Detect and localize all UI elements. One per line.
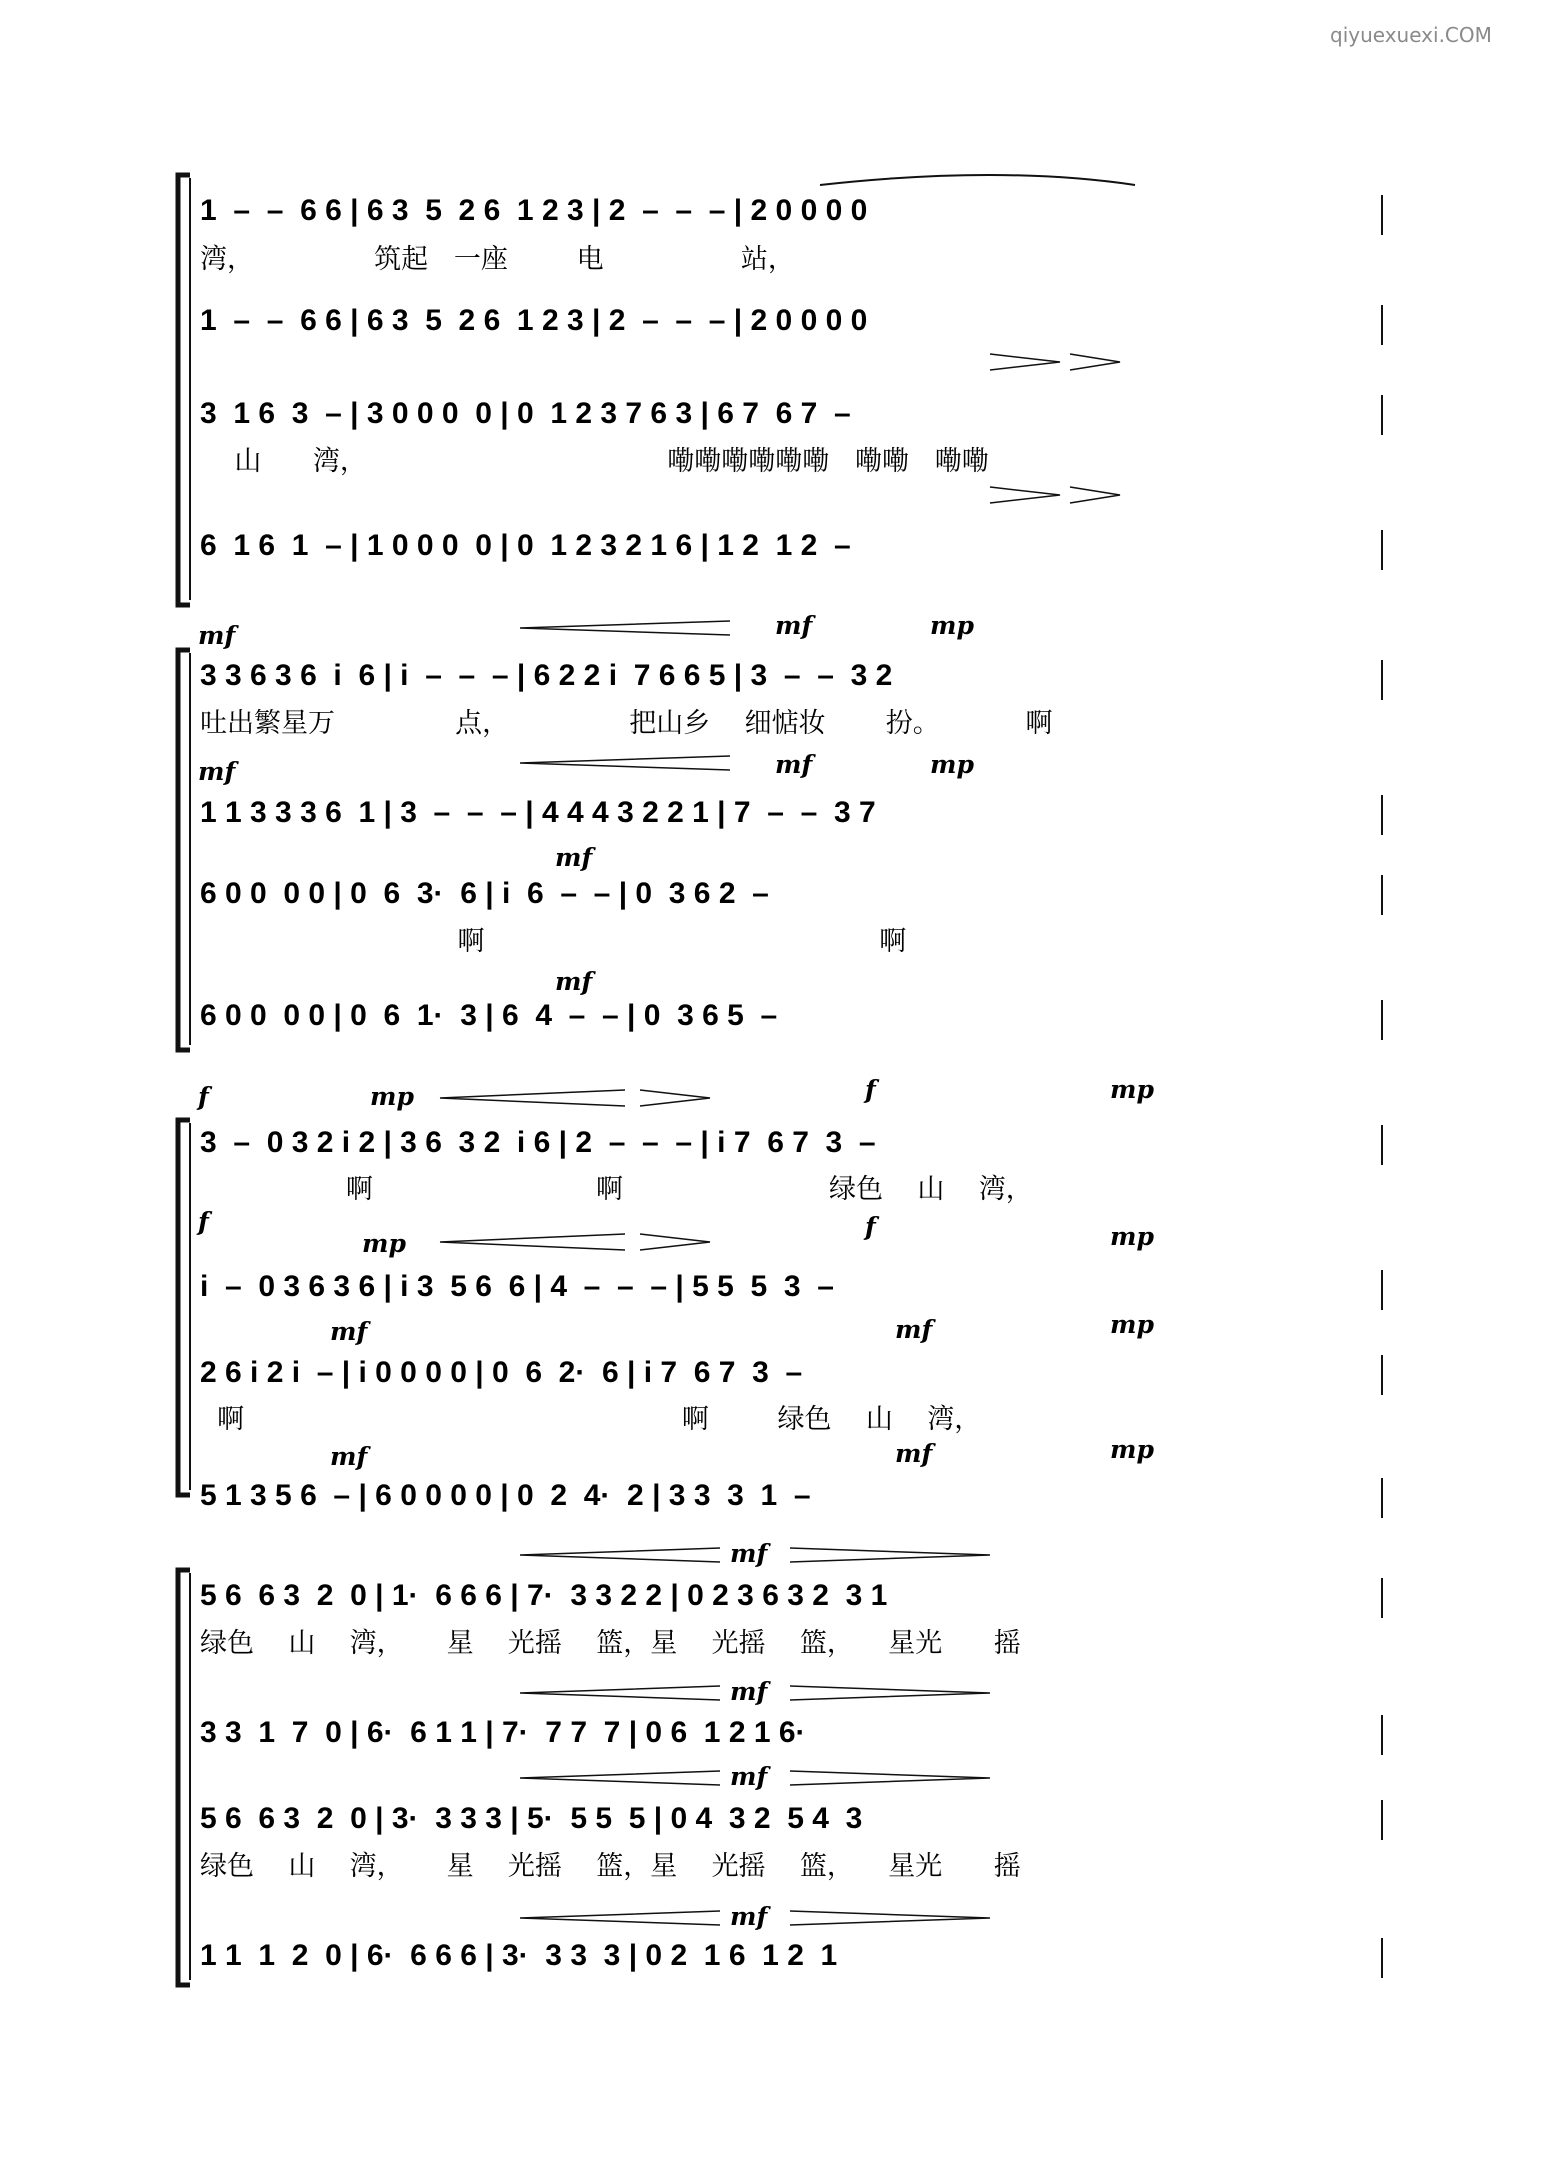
dynamic-mark: mf <box>730 1762 768 1791</box>
dynamic-mark: mp <box>930 750 974 779</box>
staff-notes: 5 6 6 3 2 0 | 1· 6 6 6 | 7· 3 3 2 2 | 0 2 3 6 3 2 3 1 <box>200 1579 888 1612</box>
staff-notes: 1 – – 6 6 | 6 3 5 2 6 1 2 3 | 2 – – – | 2 0 0 0 0 <box>200 304 868 337</box>
lyric-line: 湾， 筑起 一座 电 站， <box>200 244 795 275</box>
dynamic-mark: mp <box>362 1229 406 1258</box>
decrescendo-hairpin <box>1070 354 1120 370</box>
dynamic-mark: mp <box>1110 1075 1154 1104</box>
staff-notes: 6 0 0 0 0 | 0 6 3· 6 | i 6 – – | 0 3 6 2 – <box>200 877 769 910</box>
dynamic-mark: mf <box>730 1677 768 1706</box>
system-bracket <box>178 175 190 605</box>
staff-notes: 6 0 0 0 0 | 0 6 1· 3 | 6 4 – – | 0 3 6 5 – <box>200 999 778 1032</box>
staff-notes: 1 1 1 2 0 | 6· 6 6 6 | 3· 3 3 3 | 0 2 1 6 1 2 1 <box>200 1939 838 1972</box>
dynamic-mark: mf <box>555 843 593 872</box>
score-system <box>178 611 1382 1050</box>
dynamic-mark: f <box>198 1207 209 1236</box>
dynamic-mark: f <box>198 1082 209 1111</box>
dynamic-mark: mf <box>198 621 236 650</box>
dynamic-mark: f <box>865 1212 876 1241</box>
decrescendo-hairpin <box>790 1686 990 1700</box>
system-bracket <box>178 1570 190 1985</box>
staff-notes: 3 – 0 3 2 i 2 | 3 6 3 2 i 6 | 2 – – – | i 7 6 7 3 – <box>200 1126 876 1159</box>
dynamic-mark: mf <box>330 1317 368 1346</box>
dynamic-mark: mf <box>775 750 813 779</box>
staff-notes: 3 1 6 3 – | 3 0 0 0 0 | 0 1 2 3 7 6 3 | 6 7 6 7 – <box>200 397 851 430</box>
staff-notes: 1 – – 6 6 | 6 3 5 2 6 1 2 3 | 2 – – – | 2 0 0 0 0 <box>200 194 868 227</box>
dynamic-mark: mf <box>730 1539 768 1568</box>
decrescendo-hairpin <box>790 1548 990 1562</box>
slur-mark <box>820 175 1135 185</box>
dynamic-mark: mp <box>1110 1310 1154 1339</box>
lyric-line: 啊 啊 <box>200 926 907 957</box>
dynamic-mark: mp <box>1110 1222 1154 1251</box>
lyric-line: 啊 啊 绿色 山 湾， <box>200 1174 1033 1205</box>
score-system <box>178 1075 1382 1518</box>
crescendo-hairpin <box>440 1090 625 1106</box>
lyric-line: 山 湾， 嘞嘞嘞嘞嘞嘞 嘞嘞 嘞嘞 <box>200 446 989 477</box>
score-system <box>178 175 1382 605</box>
crescendo-hairpin <box>990 354 1060 370</box>
crescendo-hairpin <box>520 1548 720 1562</box>
lyric-line: 绿色 山 湾， 星 光摇 篮，星 光摇 篮， 星光 摇 <box>200 1628 1021 1659</box>
dynamic-mark: mf <box>330 1442 368 1471</box>
dynamic-mark: mf <box>555 967 593 996</box>
decrescendo-hairpin <box>640 1234 710 1250</box>
dynamic-mark: mf <box>730 1902 768 1931</box>
lyric-line: 绿色 山 湾， 星 光摇 篮，星 光摇 篮， 星光 摇 <box>200 1851 1021 1882</box>
crescendo-hairpin <box>520 621 730 635</box>
crescendo-hairpin <box>520 1686 720 1700</box>
decrescendo-hairpin <box>640 1090 710 1106</box>
staff-notes: 6 1 6 1 – | 1 0 0 0 0 | 0 1 2 3 2 1 6 | 1 2 1 2 – <box>200 529 851 562</box>
system-bracket <box>178 1120 190 1495</box>
decrescendo-hairpin <box>790 1911 990 1925</box>
staff-notes: 3 3 6 3 6 i 6 | i – – – | 6 2 2 i 7 6 6 5 | 3 – – 3 2 <box>200 659 893 692</box>
dynamic-mark: mf <box>775 611 813 640</box>
watermark-text: qiyuexuexi.COM <box>1330 23 1492 47</box>
crescendo-hairpin <box>990 487 1060 503</box>
staff-notes: 5 6 6 3 2 0 | 3· 3 3 3 | 5· 5 5 5 | 0 4 3 2 5 4 3 <box>200 1802 863 1835</box>
staff-notes: 3 3 1 7 0 | 6· 6 1 1 | 7· 7 7 7 | 0 6 1 2 1 6· <box>200 1716 806 1749</box>
crescendo-hairpin <box>520 756 730 770</box>
staff-notes: 1 1 3 3 3 6 1 | 3 – – – | 4 4 4 3 2 2 1 | 7 – – 3 7 <box>200 796 876 829</box>
lyric-line: 吐出繁星万 点， 把山乡 细惦妆 扮。 啊 <box>200 708 1053 739</box>
decrescendo-hairpin <box>790 1771 990 1785</box>
crescendo-hairpin <box>520 1911 720 1925</box>
system-bracket <box>178 650 190 1050</box>
crescendo-hairpin <box>440 1234 625 1250</box>
lyric-line: 啊 啊 绿色 山 湾， <box>200 1404 982 1435</box>
staff-notes: i – 0 3 6 3 6 | i 3 5 6 6 | 4 – – – | 5 5 5 3 – <box>200 1270 834 1303</box>
dynamic-mark: mf <box>198 757 236 786</box>
dynamic-mark: mp <box>1110 1435 1154 1464</box>
dynamic-mark: mp <box>930 611 974 640</box>
dynamic-mark: mp <box>370 1082 414 1111</box>
decrescendo-hairpin <box>1070 487 1120 503</box>
dynamic-mark: f <box>865 1075 876 1104</box>
staff-notes: 2 6 i 2 i – | i 0 0 0 0 | 0 6 2· 6 | i 7 6 7 3 – <box>200 1356 803 1389</box>
staff-notes: 5 1 3 5 6 – | 6 0 0 0 0 | 0 2 4· 2 | 3 3 3 1 – <box>200 1479 811 1512</box>
crescendo-hairpin <box>520 1771 720 1785</box>
dynamic-mark: mf <box>895 1439 933 1468</box>
dynamic-mark: mf <box>895 1315 933 1344</box>
score-system <box>178 1539 1382 1985</box>
